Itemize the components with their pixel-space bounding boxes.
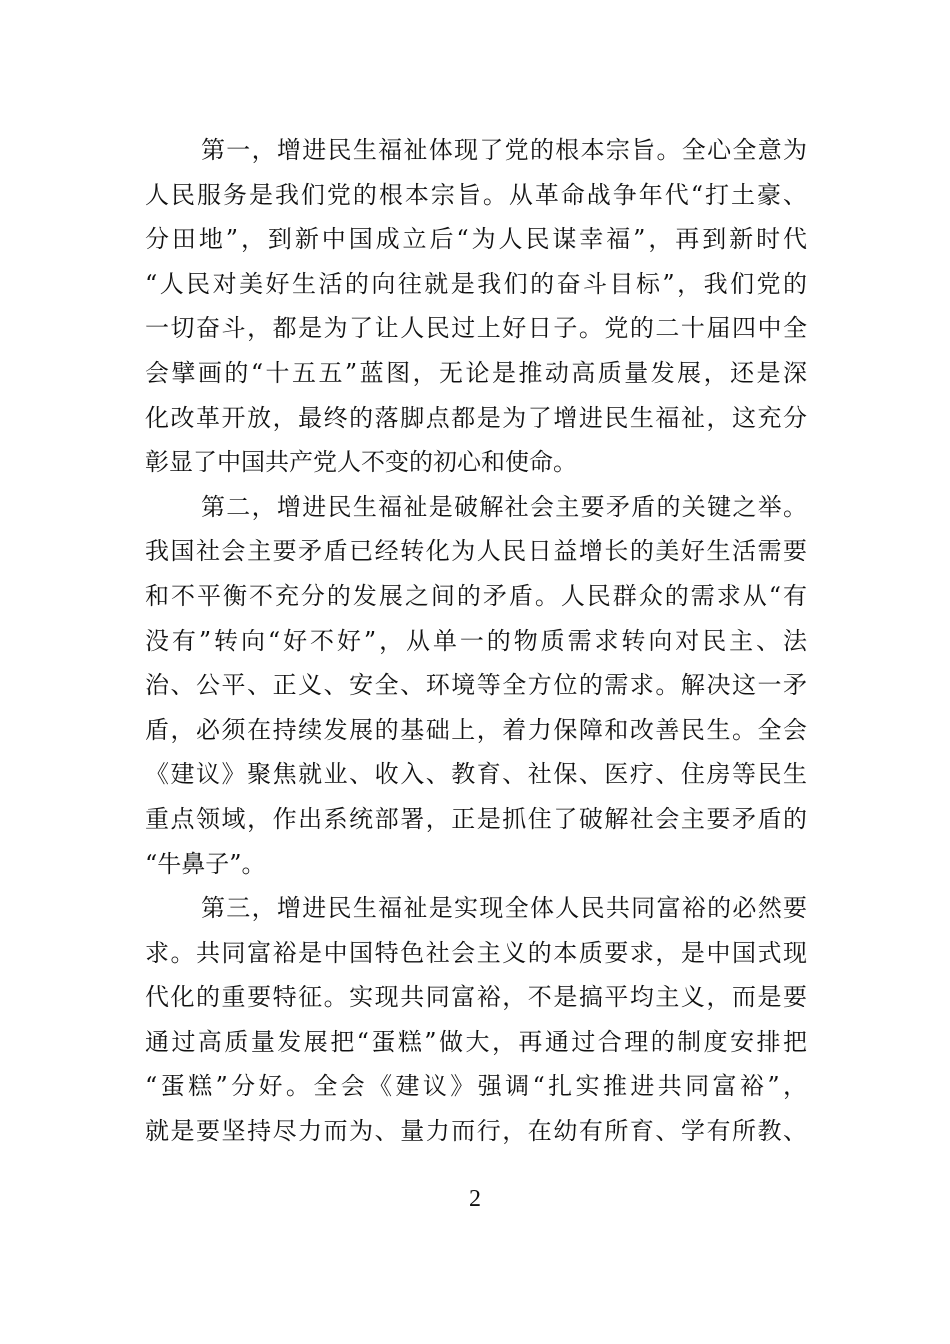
text-line: 彰显了中国共产党人不变的初心和使命。: [145, 448, 577, 477]
text-line: “牛鼻子”。: [145, 849, 266, 878]
text-line: 第二，增进民生福祉是破解社会主要矛盾的关键之举。: [201, 492, 807, 521]
paragraph: [145, 485, 807, 886]
text-line: “人民对美好生活的向往就是我们的奋斗目标”，我们党的: [145, 269, 807, 298]
text-line: 治、公平、正义、安全、环境等全方位的需求。解决这一矛: [145, 671, 807, 700]
paragraph: [145, 886, 807, 1154]
text-line: 人民服务是我们党的根本宗旨。从革命战争年代“打土豪、: [145, 180, 807, 209]
text-line: 没有”转向“好不好”，从单一的物质需求转向对民主、法: [145, 626, 807, 655]
text-line: 和不平衡不充分的发展之间的矛盾。人民群众的需求从“有: [145, 581, 807, 610]
text-line: 《建议》聚焦就业、收入、教育、社保、医疗、住房等民生: [145, 760, 807, 789]
text-line: 重点领域，作出系统部署，正是抓住了破解社会主要矛盾的: [145, 804, 807, 833]
text-line: 第一，增进民生福祉体现了党的根本宗旨。全心全意为: [201, 136, 807, 164]
text-line: “蛋糕”分好。全会《建议》强调“扎实推进共同富裕”，: [145, 1072, 807, 1101]
text-line: 会擘画的“十五五”蓝图，无论是推动高质量发展，还是深: [145, 358, 807, 387]
text-line: 一切奋斗，都是为了让人民过上好日子。党的二十届四中全: [145, 314, 807, 343]
text-line: 我国社会主要矛盾已经转化为人民日益增长的美好生活需要: [145, 537, 807, 566]
text-line: 第三，增进民生福祉是实现全体人民共同富裕的必然要: [201, 894, 807, 923]
text-line: 求。共同富裕是中国特色社会主义的本质要求，是中国式现: [145, 938, 807, 967]
text-line: 分田地”，到新中国成立后“为人民谋幸福”，再到新时代: [145, 225, 807, 254]
text-line: 通过高质量发展把“蛋糕”做大，再通过合理的制度安排把: [145, 1027, 807, 1056]
page-number: 2: [469, 1186, 481, 1212]
text-line: 代化的重要特征。实现共同富裕，不是搞平均主义，而是要: [145, 983, 807, 1012]
text-line: 就是要坚持尽力而为、量力而行，在幼有所育、学有所教、: [145, 1117, 807, 1146]
document-body: [145, 128, 807, 1154]
text-line: 化改革开放，最终的落脚点都是为了增进民生福祉，这充分: [145, 403, 807, 432]
text-line: 盾，必须在持续发展的基础上，着力保障和改善民生。全会: [145, 715, 807, 744]
paragraph: [145, 128, 807, 485]
